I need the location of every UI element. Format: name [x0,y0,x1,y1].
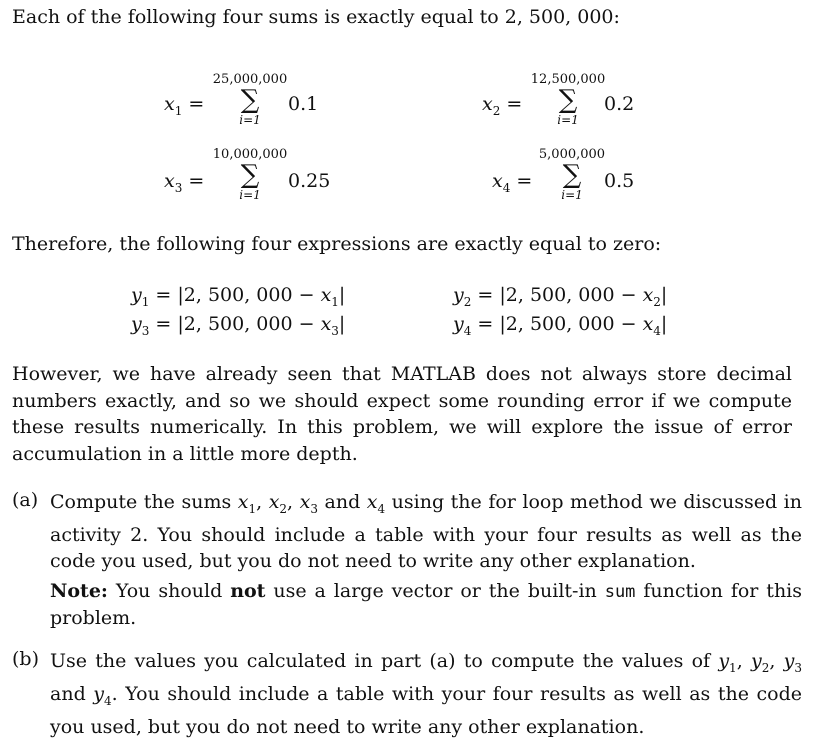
sigma-icon: ∑ [240,85,260,115]
sum-x2-lhs: $x_2$ = [482,93,523,118]
sum-x2-upper: 12,500,000 [530,72,606,87]
sum-x3-operator [210,147,290,202]
therefore-text: Therefore, the following four expressions are exactly equal to zero: [12,233,662,255]
however-paragraph: However, we have already seen that MATLAB does not always store decimal numbers exactly, and so we should expect some rounding error if we compute these results numerically. In this problem, we will explore the issue of error accumulation in a little more depth. [12,363,792,465]
sum-x4-upper: 5,000,000 [538,147,606,162]
sum-x4-operator [532,147,612,202]
expr-y4: $y_4 = |2$, 500, $000 - x_4|$ [453,313,668,338]
sum-x2-lower: i=1 [557,113,579,127]
sum-x1-lhs: $x_1$ = [164,93,205,118]
expr-y2: $y_2 = |2$, 500, $000 - x_2|$ [453,284,668,309]
sum-x3-upper: 10,000,000 [212,147,288,162]
part-a-text: Compute the sums $x_1$, $x_2$, $x_3$ and $x_4$ using the for loop method we discussed in activity 2. You should include a table with your four results as well as the code you used, but you do not need to write any other explanation. [50,491,802,572]
sum-x1-operator [210,72,290,127]
expr-y1: $y_1 = |2$, 500, $000 - x_1|$ [131,284,346,309]
sigma-icon: ∑ [240,160,260,190]
sum-x3-lower: i=1 [239,188,261,202]
intro-text: Each of the following four sums is exactly equal to 2, 500, 000: [12,6,620,28]
sum-x3-lhs: $x_3$ = [164,170,205,195]
sum-x2-operator [528,72,608,127]
sigma-icon: ∑ [558,85,578,115]
sum-x4-lower: i=1 [561,188,583,202]
part-a-note: Note: You should not use a large vector or the built-in sum function for this problem. [50,580,803,629]
sum-function-code: sum [604,582,636,602]
sum-x2-term: 0.2 [604,93,635,115]
sum-x1-upper: 25,000,000 [212,72,288,87]
part-b-label: (b) [12,648,39,670]
part-a-label: (a) [12,489,39,511]
sigma-icon: ∑ [562,160,582,190]
expr-y3: $y_3 = |2$, 500, $000 - x_3|$ [131,313,346,338]
sum-x1-term: 0.1 [288,93,319,115]
part-b-text: Use the values you calculated in part (a) to compute the values of $y_1$, $y_2$, $y_3$ and $y_4$. You should include a table with your four results as well as the code you used, but you do not need to write any other explanation. [50,650,802,738]
sum-x1-lower: i=1 [239,113,261,127]
sum-x4-lhs: $x_4$ = [492,170,533,195]
sum-x4-term: 0.5 [604,170,635,192]
sum-x3-term: 0.25 [288,170,331,192]
